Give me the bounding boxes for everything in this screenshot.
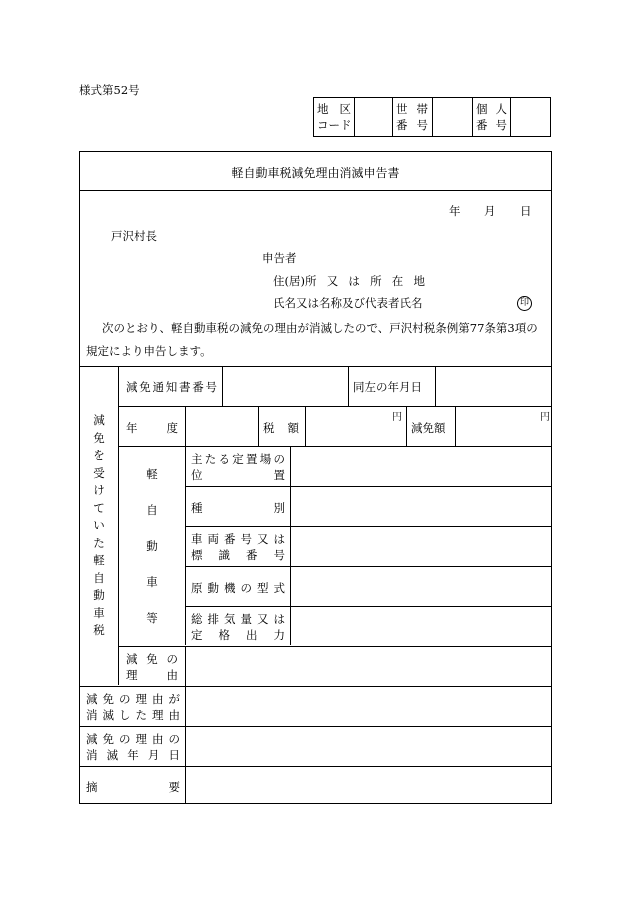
- vehicle-type-label: 種 別: [191, 501, 285, 515]
- date-day-label: 日: [520, 204, 532, 218]
- seal-mark: 印: [517, 294, 532, 311]
- extinction-date-field[interactable]: [186, 727, 551, 765]
- garage-location-field[interactable]: [291, 447, 551, 485]
- engine-model-label: 原 動 機 の 型 式: [191, 581, 285, 595]
- notice-date-label: 同左の年月日: [353, 380, 422, 394]
- vehicle-group-label: 軽 自 動 車 等: [146, 467, 158, 625]
- household-number-value[interactable]: [433, 98, 473, 136]
- district-code-label: 地 区 コ ー ド: [314, 98, 355, 136]
- form-number: 様式第52号: [79, 83, 140, 97]
- date-month-label: 月: [484, 204, 496, 218]
- fiscal-year-label: 年 度: [126, 421, 178, 435]
- summary-label: 摘 要: [86, 780, 180, 794]
- vehicle-type-field[interactable]: [291, 487, 551, 525]
- notice-number-field[interactable]: [223, 367, 347, 405]
- applicant-label: 申告者: [262, 251, 297, 265]
- reduction-amount-field[interactable]: [456, 407, 551, 445]
- form-frame: 軽自動車税減免理由消滅申告書 年 月 日 戸沢村長 申告者 住(居)所 又 は 所 在 地 氏名又は名称及び代表者氏名 印 次のとおり、軽自動車税の減免の理由が消滅したので、戸沢村税条例第77条第3項の 規定により申告します。 減 免 を 受 け て い た 軽 自 動 車 税 減 免 通 知 書 番 号 同左の年月日 年 度 税 額 円 減免額 円 軽 自 動 車 等 主 た る 定 置 場 の 位 置 種 別 車 両 番 号 又 は 標 識 番 号 原 動 機 の 型 式 総 排 気 量 又 は 定 格 出 力 減 免 の 理 由 減 免 の 理 由 が 消 滅 し た 理 由 減 免 の 理 由 の 消 滅 年 月 日 摘 要: [79, 151, 552, 804]
- reduced-vehicle-tax-label: 減 免 を 受 け て い た 軽 自 動 車 税: [93, 413, 105, 637]
- fiscal-year-field[interactable]: [186, 407, 257, 445]
- tax-amount-label: 税 額: [263, 421, 299, 435]
- notice-date-field[interactable]: [436, 367, 551, 405]
- district-code-value[interactable]: [355, 98, 393, 136]
- form-title: 軽自動車税減免理由消滅申告書: [231, 166, 400, 180]
- tax-amount-field[interactable]: [306, 407, 404, 445]
- vehicle-number-field[interactable]: [291, 527, 551, 565]
- personal-number-label: 個 人 番 号: [473, 98, 511, 136]
- tax-amount-yen: 円: [392, 412, 402, 423]
- household-number-label: 世 帯 番 号: [393, 98, 433, 136]
- code-boxes: [313, 97, 551, 137]
- declaration-line-2: 規定により申告します。: [86, 344, 212, 358]
- reduction-amount-label: 減免額: [411, 421, 446, 435]
- address-label: 住(居)所 又 は 所 在 地: [273, 274, 425, 288]
- date-year-label: 年: [449, 204, 461, 218]
- personal-number-value[interactable]: [511, 98, 550, 136]
- displacement-field[interactable]: [291, 607, 551, 645]
- summary-field[interactable]: [186, 767, 551, 803]
- engine-model-field[interactable]: [291, 567, 551, 605]
- extinction-reason-field[interactable]: [186, 687, 551, 725]
- declaration-line-1: 次のとおり、軽自動車税の減免の理由が消滅したので、戸沢村税条例第77条第3項の: [102, 321, 538, 335]
- reduction-amount-yen: 円: [540, 412, 550, 423]
- notice-number-label: 減 免 通 知 書 番 号: [126, 380, 217, 394]
- reduction-reason-field[interactable]: [186, 647, 551, 685]
- name-label: 氏名又は名称及び代表者氏名: [273, 296, 423, 310]
- addressee: 戸沢村長: [111, 229, 157, 243]
